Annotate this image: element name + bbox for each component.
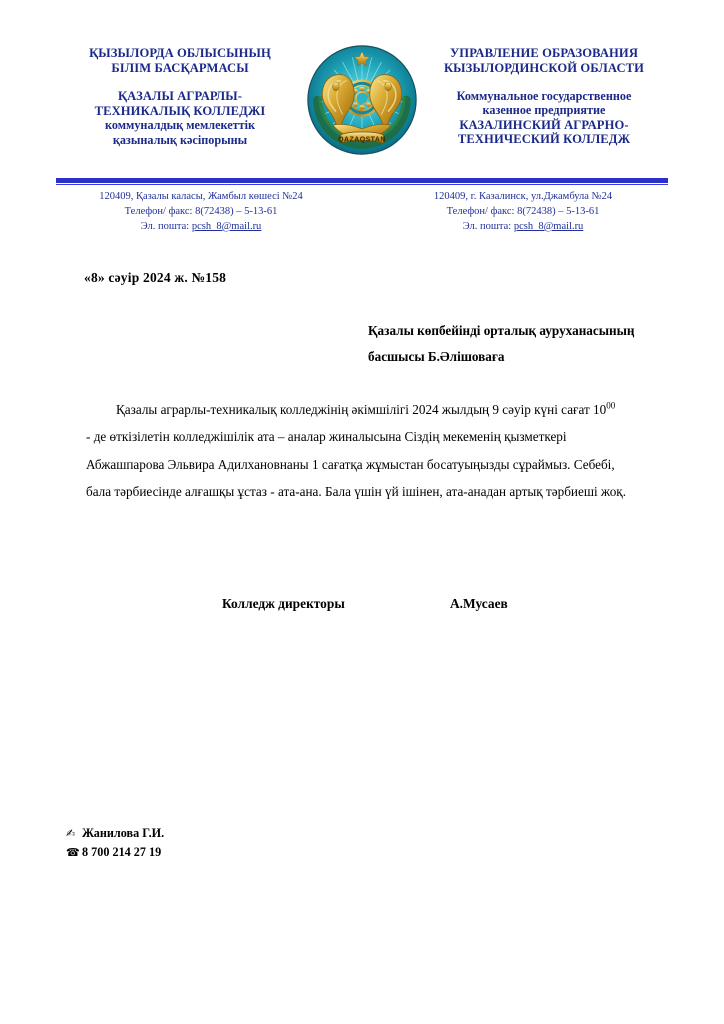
signature-name: А.Мусаев <box>450 596 508 611</box>
spacer <box>56 76 304 89</box>
letterhead-right-block <box>420 44 668 147</box>
letter-body <box>86 396 642 505</box>
contact-email-row-ru <box>378 220 668 235</box>
body-time-superscript: 00 <box>606 400 616 411</box>
pen-icon: ✍ <box>66 827 76 840</box>
left-college-sub-2: қазыналық кәсіпорыны <box>112 132 248 147</box>
right-college-line-2: ТЕХНИЧЕСКИЙ КОЛЛЕДЖ <box>457 132 631 147</box>
footer-contact-person: Жанилова Г.И. <box>82 826 165 840</box>
body-line-2: - де өткізілетін колледжішілік ата – аналар жиналысына Сіздің мекеменің қызметкері <box>86 429 567 445</box>
contact-email-kk[interactable]: pcsh_8@mail.ru <box>191 220 262 232</box>
footer-phone: 8 700 214 27 19 <box>82 844 162 859</box>
contact-phone-kk: Телефон/ факс: 8(72438) – 5-13-61 <box>124 205 278 217</box>
contact-block-kazakh <box>56 190 346 235</box>
addressee-line-2: басшысы Б.Әлішоваға <box>368 349 505 365</box>
contact-phone-ru: Телефон/ факс: 8(72438) – 5-13-61 <box>446 205 600 217</box>
contact-email-label-ru: Эл. пошта: <box>462 220 512 232</box>
letterhead <box>56 44 668 168</box>
contact-address-ru: 120409, г. Казалинск, ул.Джамбула №24 <box>433 191 613 202</box>
contact-block <box>56 190 668 235</box>
body-line-1 <box>86 396 642 423</box>
footer-person-row <box>66 824 164 843</box>
right-org-line-2: КЫЗЫЛОРДИНСКОЙ ОБЛАСТИ <box>443 60 645 75</box>
right-college-line-1: КАЗАЛИНСКИЙ АГРАРНО- <box>459 117 629 132</box>
telephone-icon: ☎ <box>66 845 80 859</box>
left-org-line-1: ҚЫЗЫЛОРДА ОБЛЫСЫНЫҢ <box>89 46 271 60</box>
right-college-sub-2: казенное предприятие <box>482 103 606 118</box>
right-org-line-1: УПРАВЛЕНИЕ ОБРАЗОВАНИЯ <box>449 46 639 60</box>
body-line-4: бала тәрбиесінде алғашқы ұстаз - ата-ана. Бала үшін үй ішінен, ата-анадан артық тәрбиеші жоқ. <box>86 483 627 499</box>
signature-block <box>222 596 582 612</box>
addressee-line-1: Қазалы көпбейінді орталық ауруханасының <box>368 323 635 338</box>
contact-email-ru[interactable]: pcsh_8@mail.ru <box>513 220 584 232</box>
document-reference: «8» сәуір 2024 ж. №158 <box>84 270 227 285</box>
body-line-3: Абжашпарова Эльвира Адилхановнаны 1 сағатқа жұмыстан босатуыңызды сұраймыз. Себебі, <box>86 456 615 472</box>
left-org-line-2: БІЛІМ БАСҚАРМАСЫ <box>111 60 249 75</box>
kazakhstan-coat-of-arms-icon <box>304 42 420 158</box>
addressee-block <box>368 318 686 371</box>
left-college-line-2: ТЕХНИКАЛЫҚ КОЛЛЕДЖІ <box>94 103 266 118</box>
emblem-banner-text: QAZAQSTAN <box>338 136 386 144</box>
letterhead-left-block <box>56 44 304 147</box>
contact-email-label-kk: Эл. пошта: <box>140 220 190 232</box>
signature-role: Колледж директоры <box>222 596 345 611</box>
footer-contact-block <box>66 824 164 861</box>
contact-address-kk: 120409, Қазалы каласы, Жамбыл көшесі №24 <box>99 191 303 202</box>
spacer <box>420 76 668 89</box>
footer-phone-row <box>66 843 164 862</box>
body-line-1-text: Қазалы аграрлы-техникалық колледжінің әкімшілігі 2024 жылдың 9 сәуір күні сағат 10 <box>116 402 607 417</box>
contact-block-russian <box>378 190 668 235</box>
emblem-container <box>304 42 420 168</box>
contact-email-row-kk <box>56 220 346 235</box>
right-college-sub-1: Коммунальное государственное <box>456 88 632 103</box>
header-divider <box>56 178 668 183</box>
header-divider-thin <box>56 184 668 185</box>
left-college-line-1: ҚАЗАЛЫ АГРАРЛЫ- <box>117 88 243 103</box>
left-college-sub-1: коммуналдық мемлекеттік <box>105 118 255 133</box>
